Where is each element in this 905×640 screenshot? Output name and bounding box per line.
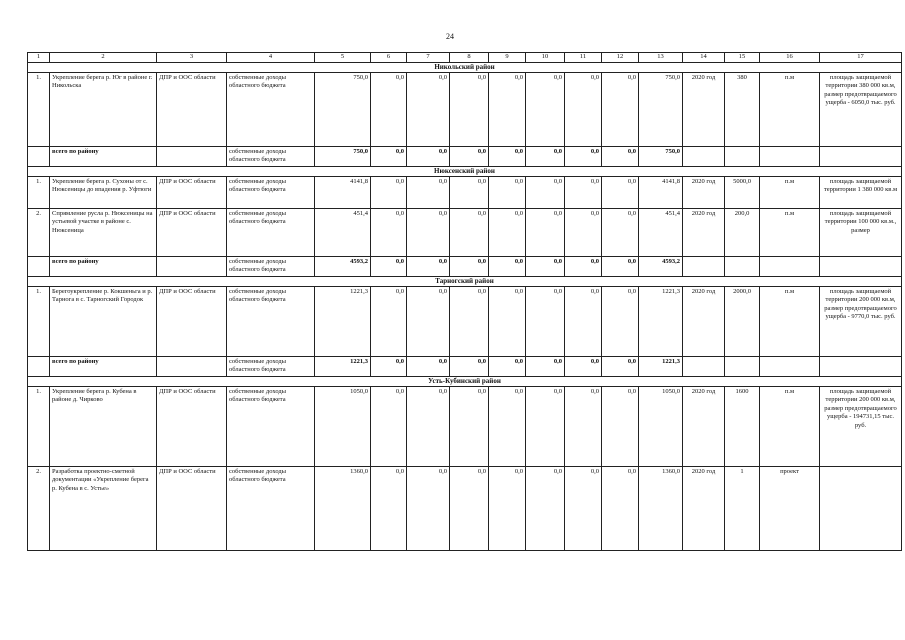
total-cell-col-10: 0,0	[526, 356, 565, 376]
cell-col-13: 1221,3	[639, 286, 683, 356]
cell-col-11: 0,0	[565, 72, 602, 146]
total-cell-col-2: всего по району	[50, 356, 157, 376]
table-row	[28, 176, 902, 208]
cell-col-4: собственные доходы областного бюджета	[227, 72, 315, 146]
cell-col-3: ДПР и ООС области	[157, 386, 227, 466]
cell-col-13: 1360,0	[639, 466, 683, 550]
total-cell-col-5: 1221,3	[315, 356, 371, 376]
total-cell-col-14	[683, 356, 725, 376]
cell-col-8: 0,0	[450, 72, 489, 146]
cell-col-14: 2020 год	[683, 72, 725, 146]
cell-col-12: 0,0	[602, 386, 639, 466]
column-header-row	[28, 53, 902, 63]
total-cell-col-9: 0,0	[489, 356, 526, 376]
cell-col-4: собственные доходы областного бюджета	[227, 386, 315, 466]
total-cell-col-14	[683, 256, 725, 276]
cell-col-17: площадь защищаемой территории 200 000 кв.м, размер предотвращаемого ущерба - 194731,15 тыс. руб.	[820, 386, 902, 466]
column-header: 14	[683, 53, 725, 63]
cell-col-13: 4141,8	[639, 176, 683, 208]
total-cell-col-3	[157, 256, 227, 276]
section-title: Усть-Кубинский район	[28, 376, 902, 386]
cell-col-11: 0,0	[565, 286, 602, 356]
cell-col-10: 0,0	[526, 466, 565, 550]
cell-col-9: 0,0	[489, 208, 526, 256]
cell-col-13: 451,4	[639, 208, 683, 256]
column-header: 8	[450, 53, 489, 63]
column-header: 3	[157, 53, 227, 63]
cell-col-16: п.м	[760, 386, 820, 466]
total-cell-col-2: всего по району	[50, 146, 157, 166]
total-cell-col-3	[157, 356, 227, 376]
cell-col-15: 1600	[725, 386, 760, 466]
total-cell-col-4: собственные доходы областного бюджета	[227, 356, 315, 376]
page-number: 24	[446, 32, 454, 41]
program-table	[27, 52, 902, 551]
cell-col-2: Берегоукрепление р. Кокшеньга и р. Тарнога в с. Тарногский Городок	[50, 286, 157, 356]
cell-col-2: Спрямление русла р. Нюксеницы на устьевой участке в районе с. Нюксеница	[50, 208, 157, 256]
column-header: 17	[820, 53, 902, 63]
cell-col-8: 0,0	[450, 176, 489, 208]
cell-col-12: 0,0	[602, 72, 639, 146]
column-header: 6	[371, 53, 407, 63]
cell-col-1: 2.	[28, 466, 50, 550]
total-cell-col-13: 4593,2	[639, 256, 683, 276]
cell-col-9: 0,0	[489, 286, 526, 356]
total-cell-col-4: собственные доходы областного бюджета	[227, 146, 315, 166]
total-cell-col-8: 0,0	[450, 256, 489, 276]
cell-col-12: 0,0	[602, 208, 639, 256]
cell-col-4: собственные доходы областного бюджета	[227, 466, 315, 550]
total-cell-col-1	[28, 146, 50, 166]
total-cell-col-8: 0,0	[450, 146, 489, 166]
cell-col-13: 1050,0	[639, 386, 683, 466]
section-header-row	[28, 276, 902, 286]
total-cell-col-9: 0,0	[489, 146, 526, 166]
total-cell-col-16	[760, 256, 820, 276]
total-cell-col-17	[820, 256, 902, 276]
section-title: Никольский район	[28, 62, 902, 72]
cell-col-10: 0,0	[526, 286, 565, 356]
column-header: 4	[227, 53, 315, 63]
total-cell-col-2: всего по району	[50, 256, 157, 276]
cell-col-15: 380	[725, 72, 760, 146]
total-cell-col-9: 0,0	[489, 256, 526, 276]
table-row	[28, 386, 902, 466]
cell-col-8: 0,0	[450, 208, 489, 256]
cell-col-2: Укрепление берега р. Кубена в районе д. Чирково	[50, 386, 157, 466]
cell-col-6: 0,0	[371, 286, 407, 356]
total-cell-col-12: 0,0	[602, 256, 639, 276]
cell-col-7: 0,0	[407, 72, 450, 146]
cell-col-9: 0,0	[489, 72, 526, 146]
total-cell-col-16	[760, 146, 820, 166]
section-header-row	[28, 376, 902, 386]
column-header: 1	[28, 53, 50, 63]
cell-col-5: 1050,0	[315, 386, 371, 466]
cell-col-17	[820, 466, 902, 550]
column-header: 10	[526, 53, 565, 63]
column-header: 5	[315, 53, 371, 63]
cell-col-10: 0,0	[526, 386, 565, 466]
cell-col-4: собственные доходы областного бюджета	[227, 176, 315, 208]
table-row	[28, 286, 902, 356]
column-header: 15	[725, 53, 760, 63]
total-cell-col-11: 0,0	[565, 256, 602, 276]
cell-col-6: 0,0	[371, 386, 407, 466]
cell-col-6: 0,0	[371, 176, 407, 208]
cell-col-10: 0,0	[526, 72, 565, 146]
total-cell-col-8: 0,0	[450, 356, 489, 376]
cell-col-1: 1.	[28, 286, 50, 356]
cell-col-9: 0,0	[489, 386, 526, 466]
cell-col-2: Разработка проектно-сметной документации «Укрепление берега р. Кубена в с. Устье»	[50, 466, 157, 550]
cell-col-17: площадь защищаемой территории 380 000 кв.м, размер предотвращаемого ущерба - 6050,0 тыс. руб.	[820, 72, 902, 146]
cell-col-11: 0,0	[565, 386, 602, 466]
cell-col-3: ДПР и ООС области	[157, 208, 227, 256]
cell-col-5: 1360,0	[315, 466, 371, 550]
cell-col-2: Укрепление берега р. Сухоны от с. Нюксеницы до впадения р. Уфтюги	[50, 176, 157, 208]
total-cell-col-13: 750,0	[639, 146, 683, 166]
cell-col-6: 0,0	[371, 208, 407, 256]
cell-col-2: Укрепление берега р. Юг в районе г. Никольска	[50, 72, 157, 146]
cell-col-5: 750,0	[315, 72, 371, 146]
district-total-row	[28, 146, 902, 166]
cell-col-3: ДПР и ООС области	[157, 466, 227, 550]
table-row	[28, 208, 902, 256]
cell-col-14: 2020 год	[683, 386, 725, 466]
cell-col-12: 0,0	[602, 176, 639, 208]
total-cell-col-4: собственные доходы областного бюджета	[227, 256, 315, 276]
cell-col-1: 1.	[28, 176, 50, 208]
total-cell-col-6: 0,0	[371, 356, 407, 376]
cell-col-4: собственные доходы областного бюджета	[227, 286, 315, 356]
cell-col-3: ДПР и ООС области	[157, 176, 227, 208]
cell-col-7: 0,0	[407, 208, 450, 256]
cell-col-13: 750,0	[639, 72, 683, 146]
cell-col-16: п.м	[760, 72, 820, 146]
total-cell-col-5: 4593,2	[315, 256, 371, 276]
cell-col-8: 0,0	[450, 286, 489, 356]
cell-col-12: 0,0	[602, 286, 639, 356]
cell-col-9: 0,0	[489, 176, 526, 208]
cell-col-15: 2000,0	[725, 286, 760, 356]
total-cell-col-10: 0,0	[526, 146, 565, 166]
cell-col-11: 0,0	[565, 208, 602, 256]
cell-col-16: проект	[760, 466, 820, 550]
cell-col-9: 0,0	[489, 466, 526, 550]
total-cell-col-7: 0,0	[407, 146, 450, 166]
total-cell-col-3	[157, 146, 227, 166]
cell-col-7: 0,0	[407, 466, 450, 550]
cell-col-16: п.м	[760, 208, 820, 256]
cell-col-15: 1	[725, 466, 760, 550]
district-total-row	[28, 256, 902, 276]
cell-col-14: 2020 год	[683, 286, 725, 356]
total-cell-col-1	[28, 256, 50, 276]
cell-col-5: 1221,3	[315, 286, 371, 356]
cell-col-7: 0,0	[407, 386, 450, 466]
total-cell-col-12: 0,0	[602, 146, 639, 166]
column-header: 16	[760, 53, 820, 63]
cell-col-17: площадь защищаемой территории 1 380 000 кв.м	[820, 176, 902, 208]
cell-col-5: 4141,8	[315, 176, 371, 208]
cell-col-11: 0,0	[565, 466, 602, 550]
total-cell-col-11: 0,0	[565, 146, 602, 166]
total-cell-col-16	[760, 356, 820, 376]
total-cell-col-6: 0,0	[371, 256, 407, 276]
total-cell-col-12: 0,0	[602, 356, 639, 376]
total-cell-col-1	[28, 356, 50, 376]
total-cell-col-17	[820, 356, 902, 376]
total-cell-col-11: 0,0	[565, 356, 602, 376]
section-title: Нюксенский район	[28, 166, 902, 176]
column-header: 12	[602, 53, 639, 63]
total-cell-col-10: 0,0	[526, 256, 565, 276]
cell-col-16: п.м	[760, 176, 820, 208]
cell-col-3: ДПР и ООС области	[157, 72, 227, 146]
cell-col-10: 0,0	[526, 208, 565, 256]
total-cell-col-15	[725, 356, 760, 376]
cell-col-15: 200,0	[725, 208, 760, 256]
cell-col-17: площадь защищаемой территории 200 000 кв.м, размер предотвращаемого ущерба - 9770,0 тыс. руб.	[820, 286, 902, 356]
cell-col-14: 2020 год	[683, 208, 725, 256]
cell-col-1: 2.	[28, 208, 50, 256]
section-header-row	[28, 166, 902, 176]
district-total-row	[28, 356, 902, 376]
column-header: 11	[565, 53, 602, 63]
total-cell-col-15	[725, 146, 760, 166]
total-cell-col-13: 1221,3	[639, 356, 683, 376]
cell-col-10: 0,0	[526, 176, 565, 208]
total-cell-col-15	[725, 256, 760, 276]
cell-col-8: 0,0	[450, 386, 489, 466]
cell-col-15: 5000,0	[725, 176, 760, 208]
cell-col-7: 0,0	[407, 286, 450, 356]
total-cell-col-5: 750,0	[315, 146, 371, 166]
column-header: 13	[639, 53, 683, 63]
table-row	[28, 72, 902, 146]
cell-col-5: 451,4	[315, 208, 371, 256]
column-header: 7	[407, 53, 450, 63]
total-cell-col-6: 0,0	[371, 146, 407, 166]
total-cell-col-17	[820, 146, 902, 166]
cell-col-1: 1.	[28, 72, 50, 146]
cell-col-3: ДПР и ООС области	[157, 286, 227, 356]
table-row	[28, 466, 902, 550]
cell-col-1: 1.	[28, 386, 50, 466]
cell-col-6: 0,0	[371, 72, 407, 146]
cell-col-14: 2020 год	[683, 176, 725, 208]
cell-col-8: 0,0	[450, 466, 489, 550]
total-cell-col-7: 0,0	[407, 256, 450, 276]
cell-col-7: 0,0	[407, 176, 450, 208]
column-header: 2	[50, 53, 157, 63]
cell-col-6: 0,0	[371, 466, 407, 550]
cell-col-12: 0,0	[602, 466, 639, 550]
total-cell-col-14	[683, 146, 725, 166]
column-header: 9	[489, 53, 526, 63]
section-title: Тарногский район	[28, 276, 902, 286]
cell-col-16: п.м	[760, 286, 820, 356]
cell-col-4: собственные доходы областного бюджета	[227, 208, 315, 256]
cell-col-14: 2020 год	[683, 466, 725, 550]
section-header-row	[28, 62, 902, 72]
cell-col-11: 0,0	[565, 176, 602, 208]
total-cell-col-7: 0,0	[407, 356, 450, 376]
cell-col-17: площадь защищаемой территории 100 000 кв.м., размер	[820, 208, 902, 256]
